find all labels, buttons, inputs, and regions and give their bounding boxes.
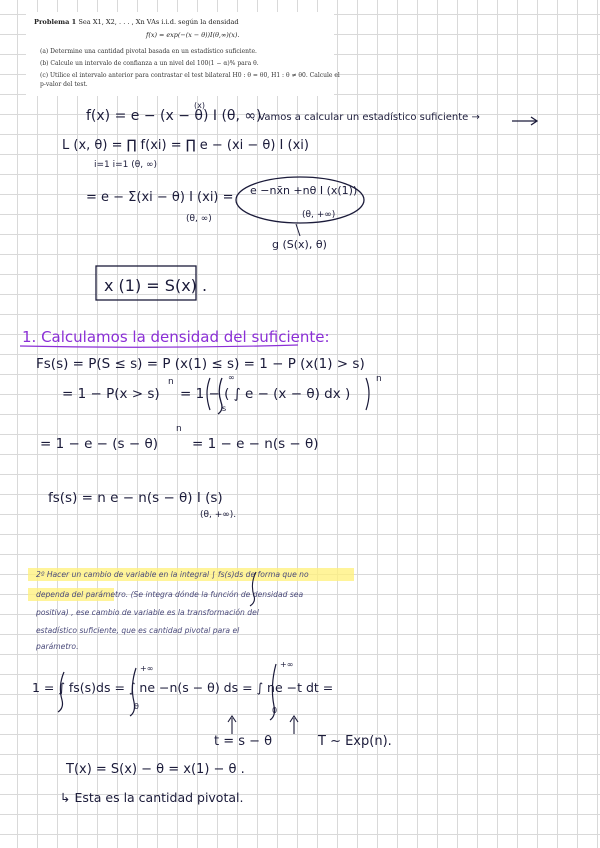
- integral-sign-icon: [250, 572, 256, 606]
- hw-density-sup: (x): [194, 101, 205, 110]
- hw-cdf-line2b: = 1 − ( ∫ e − (x − θ) dx ): [180, 386, 351, 402]
- connector-line: [296, 224, 300, 236]
- hw-cdf-line3b: = 1 − e − n(s − θ): [192, 436, 319, 452]
- right-arrow-icon: [512, 117, 537, 125]
- box-annotation: [96, 266, 196, 300]
- hw-integral: 1 = ∫ fs(s)ds = ∫ ne −n(s − θ) ds = ∫ ne −t dt =: [32, 680, 334, 695]
- hw-vamos-note: . Vamos a calcular un estadístico suficiente →: [252, 112, 480, 123]
- hw-cdf-limit-bottom: s: [222, 404, 227, 413]
- hw-cdf-line3-exp: n: [176, 424, 182, 434]
- note-line-3: positiva) , ese cambio de variable es la transformación del: [36, 608, 259, 617]
- hw-factorization: = e − Σ(xi − θ) I (xi) =: [86, 190, 234, 205]
- note-line-2: dependa del parámetro. (Se integra dónde la función de densidad sea: [36, 590, 304, 599]
- problem-item-b: (b) Calcule un intervalo de confianza a un nivel del 100(1 − α)% para θ.: [40, 60, 259, 67]
- hw-cdf-limit-top: ∞: [228, 373, 235, 382]
- hw-cdf-line1: Fs(s) = P(S ≤ s) = P (x(1) ≤ s) = 1 − P (x(1) > s): [36, 356, 365, 372]
- hw-cdf-line2a: = 1 − P(x > s): [62, 386, 160, 402]
- note-line-5: parámetro.: [36, 642, 79, 651]
- hw-distribution: T ~ Exp(n).: [318, 734, 392, 749]
- hw-int-limit-top-2: +∞: [280, 660, 294, 669]
- hw-density: f(x) = e − (x − θ) I (θ, ∞): [86, 108, 262, 124]
- paren-left: [207, 378, 210, 410]
- problem-item-a: (a) Determine una cantidad pivotal basada en un estadístico suficiente.: [40, 48, 257, 55]
- hw-pdf: fs(s) = n e − n(s − θ) I (s): [48, 490, 223, 506]
- problem-item-c: (c) Utilice el intervalo anterior para contrastar el test bilateral H0 : θ = θ0, H1 : θ ≠ θ0. Calcule el: [40, 72, 340, 79]
- integral-sign-icon: [218, 378, 222, 414]
- note-line-1: 2º Hacer un cambio de variable en la integral ∫ fs(s)ds de forma que no: [36, 570, 309, 579]
- hw-cdf-line3a: = 1 − e − (s − θ): [40, 436, 159, 452]
- hw-cdf-line2-exp: n: [168, 377, 174, 387]
- problem-statement-text: Sea X1, X2, . . . , Xn VAs i.i.d. según la densidad: [78, 18, 239, 26]
- integral-sign-icon: [130, 668, 136, 716]
- hw-pdf-sub: (θ, +∞).: [200, 510, 237, 520]
- hw-likelihood-sub: i=1 i=1 (θ, ∞): [94, 160, 158, 170]
- hw-int-limit-top-1: +∞: [140, 664, 154, 673]
- section-heading: 1. Calculamos la densidad del suficiente:: [22, 328, 330, 346]
- hw-substitution: t = s − θ: [214, 734, 273, 749]
- problem-heading: Problema 1: [34, 18, 77, 26]
- hw-circled-expression: e −nx̄n +nθ I (x(1)): [250, 184, 358, 197]
- hw-g-label: g (S(x), θ): [272, 238, 327, 251]
- problem-density: f(x) = exp(−(x − θ))I(θ,∞)(x).: [146, 31, 240, 39]
- hw-factorization-sub: (θ, ∞): [186, 214, 212, 224]
- note-line-4: estadístico suficiente, que es cantidad pivotal para el: [36, 626, 240, 635]
- integral-sign-icon: [58, 672, 64, 712]
- hw-int-limit-bottom-1: θ: [134, 702, 139, 711]
- hw-pivot: T(x) = S(x) − θ = x(1) − θ .: [66, 762, 245, 777]
- up-arrow-icon: [228, 716, 236, 734]
- up-arrow-icon: [290, 716, 298, 734]
- hw-likelihood: L (x, θ) = ∏ f(xi) = ∏ e − (xi − θ) I (xi): [62, 138, 309, 153]
- paren-right: [366, 378, 369, 410]
- section-underline: [20, 345, 298, 347]
- hw-cdf-paren-exp: n: [376, 374, 382, 384]
- hw-circled-sub: (θ, +∞): [302, 210, 336, 220]
- hw-conclusion: ↳ Esta es la cantidad pivotal.: [60, 790, 244, 805]
- hw-sufficient-statistic: x (1) = S(x) .: [104, 276, 208, 295]
- integral-sign-icon: [270, 664, 276, 720]
- circle-annotation: [236, 177, 364, 223]
- hw-int-limit-bottom-2: 0: [272, 706, 278, 715]
- problem-item-c-cont: p-valor del test.: [40, 81, 88, 88]
